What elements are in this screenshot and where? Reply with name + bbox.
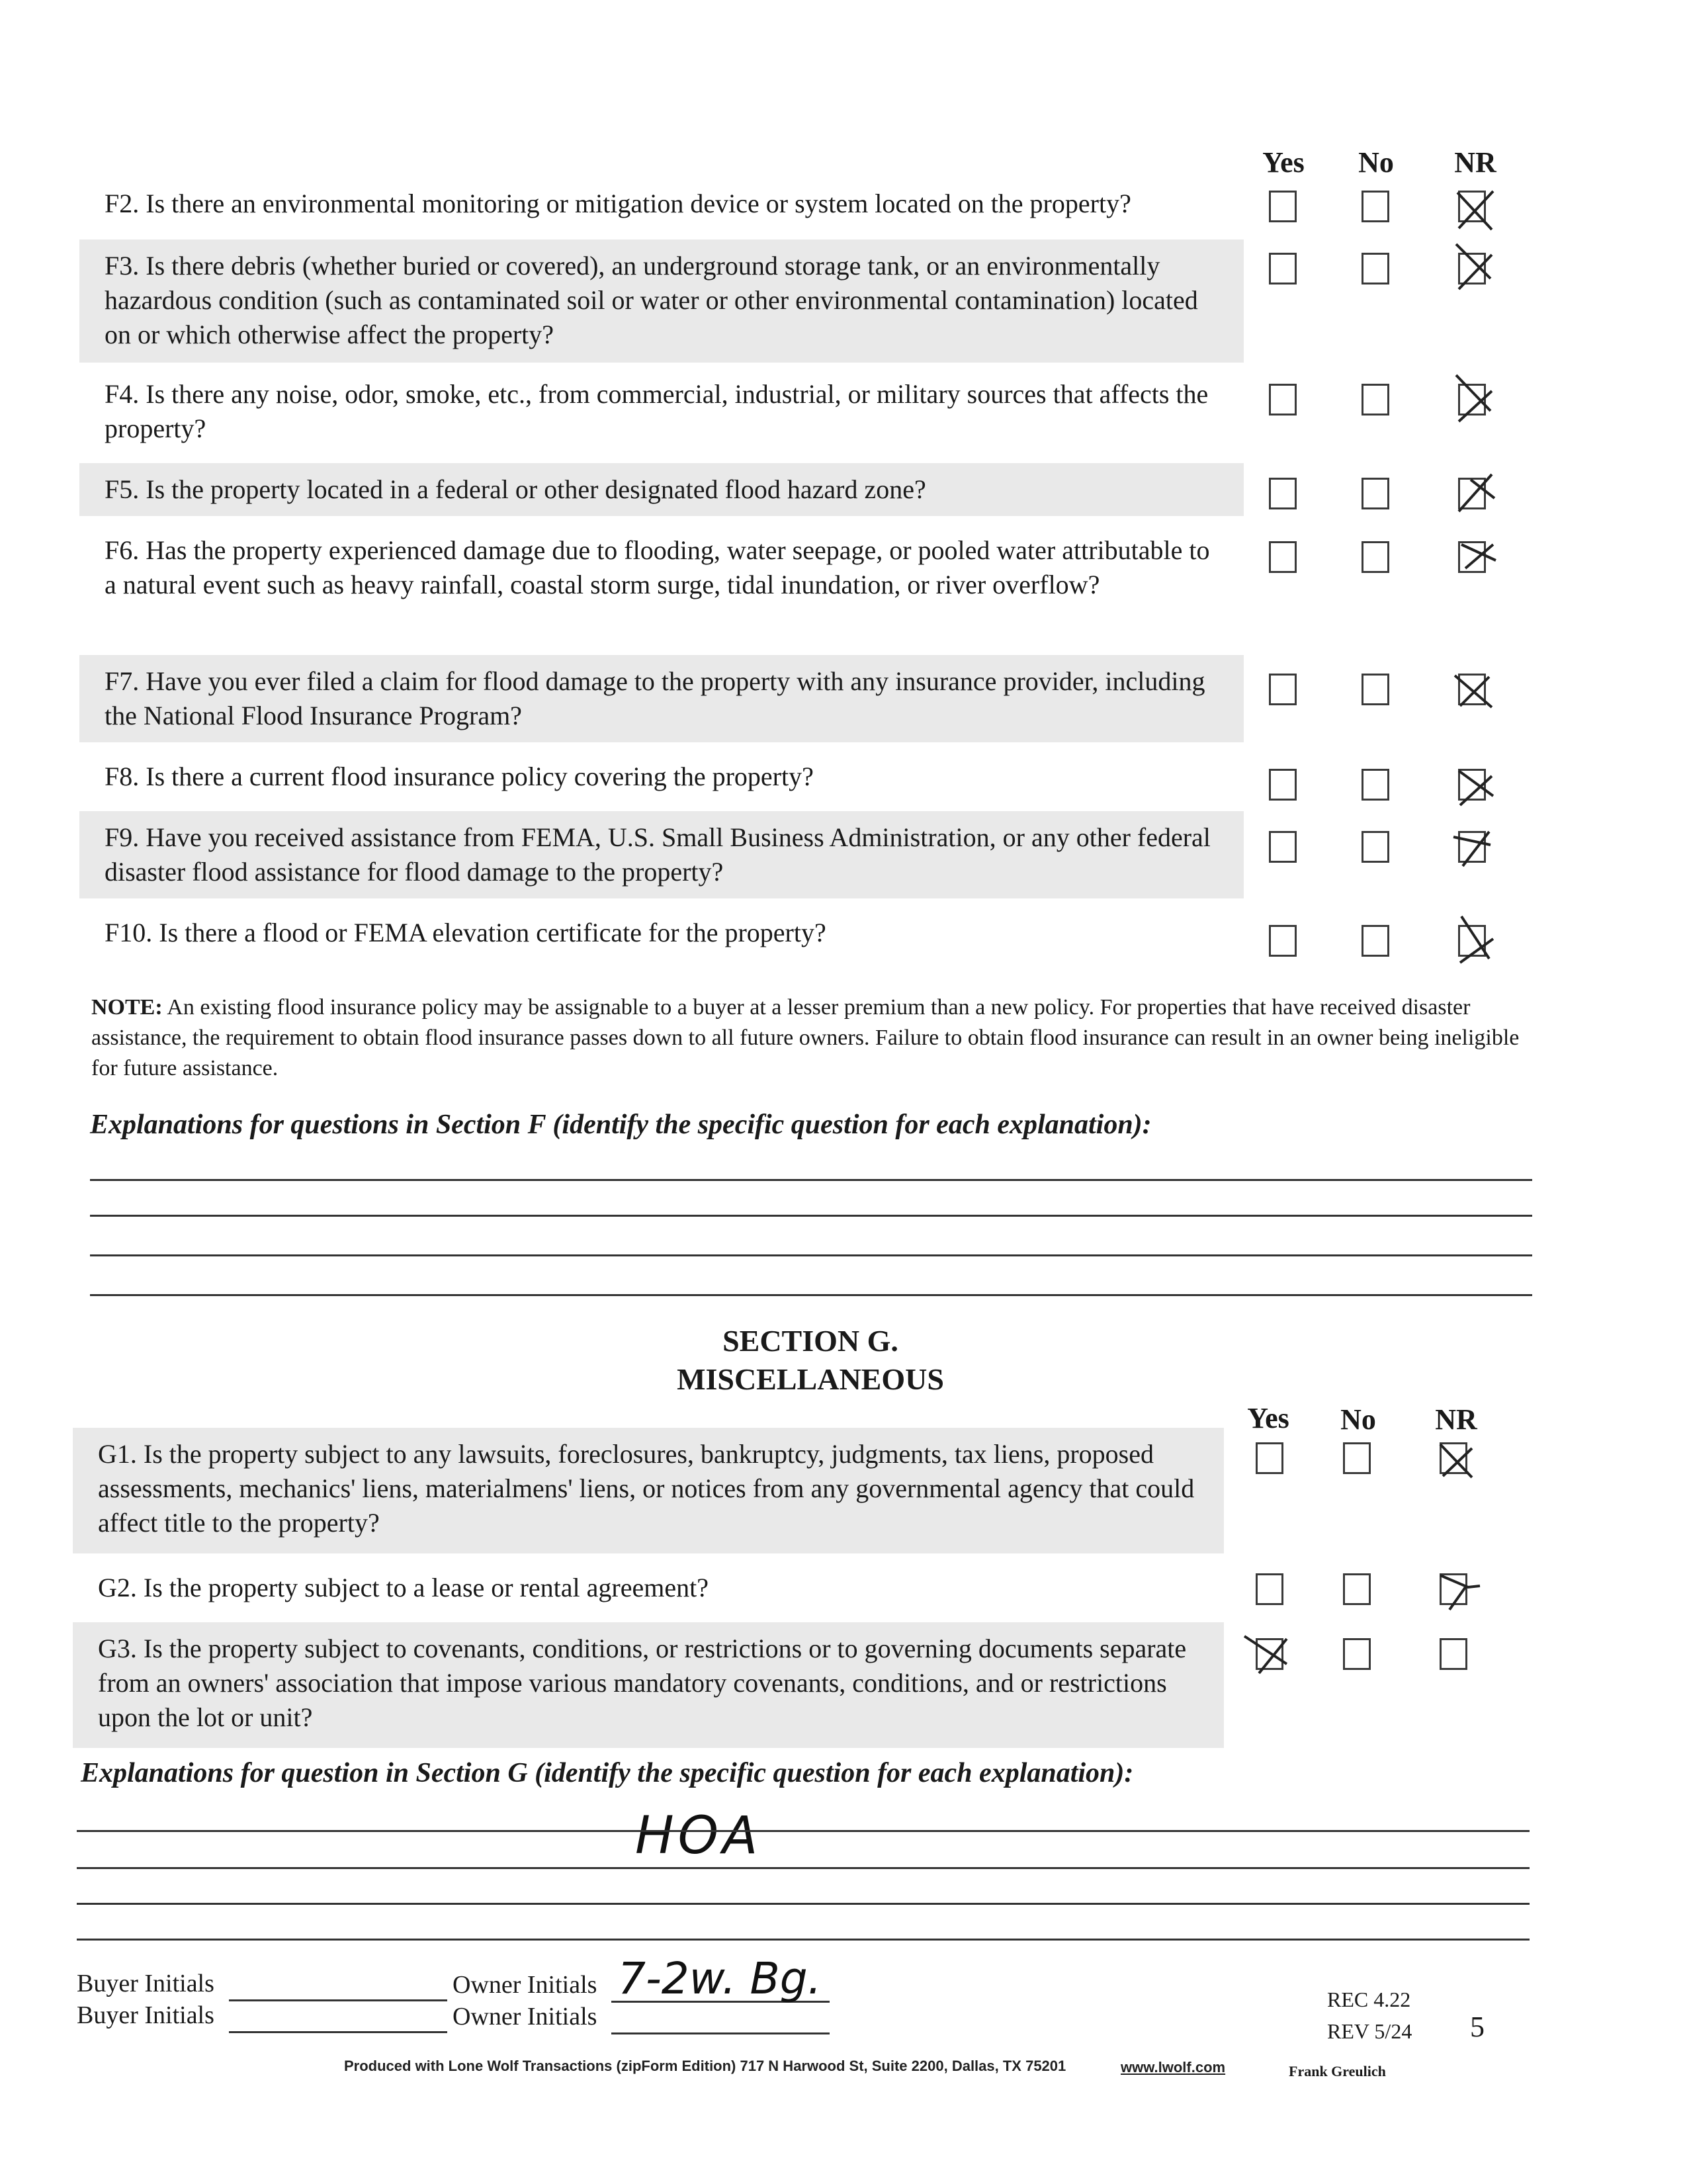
x-mark-icon [1434,1430,1480,1483]
x-mark-icon [1452,465,1498,518]
f3-nr-checkbox[interactable] [1458,253,1486,284]
section-g-explanation-line [77,1830,1530,1832]
f10-no-checkbox[interactable] [1362,925,1389,957]
section-f-explanation-line [90,1254,1532,1256]
question-f9 [79,811,1244,898]
question-f9-text: F9. Have you received assistance from FEMA, U.S. Small Business Administration, or any other federal disaster flood assistance for flood damage to the property? [105,822,1211,887]
question-g3-text: G3. Is the property subject to covenants, conditions, or restrictions or to governing documents separate from an owners' association that impose various mandatory covenants, conditions, and or restrictions upon the lot or unit? [98,1634,1187,1732]
g1-nr-checkbox[interactable] [1440,1442,1467,1474]
section-g-explanation-label: Explanations for question in Section G (identify the specific question for each explanation): [81,1758,1134,1788]
question-f8-text: F8. Is there a current flood insurance policy covering the property? [105,762,814,791]
section-g-explanation-value[interactable]: HOA [635,1806,762,1866]
f10-yes-checkbox[interactable] [1269,925,1297,957]
column-header-nr: NR [1454,146,1496,179]
x-mark-icon [1452,912,1498,965]
question-f8 [79,750,1244,803]
f7-yes-checkbox[interactable] [1269,674,1297,705]
f10-nr-checkbox[interactable] [1458,925,1486,957]
x-mark-icon [1452,178,1498,231]
question-f3-text: F3. Is there debris (whether buried or covered), an underground storage tank, or an environmentally hazardous condition (such as contaminated soil or water or other environmental contamination) located on or which otherwise affect the property? [105,251,1198,349]
section-f-explanation-line [90,1294,1532,1296]
f5-nr-checkbox[interactable] [1458,478,1486,509]
section-g-explanation-line [77,1939,1530,1941]
form-revision: REV 5/24 [1327,2019,1412,2043]
buyer-initials-label: Buyer Initials [77,2001,214,2029]
section-f-explanation-label: Explanations for questions in Section F (identify the specific question for each explanation): [90,1110,1152,1140]
f9-no-checkbox[interactable] [1362,831,1389,863]
question-f6 [79,524,1244,647]
buyer-initials-field[interactable] [229,1999,447,2001]
question-f4-text: F4. Is there any noise, odor, smoke, etc., from commercial, industrial, or military sources that affects the property? [105,379,1209,443]
column-header-no: No [1340,1403,1376,1436]
g3-yes-checkbox[interactable] [1256,1638,1283,1670]
x-mark-icon [1452,756,1498,809]
column-header-yes: Yes [1247,1402,1289,1434]
owner-initials-value: 7-2w. Bg. [618,1953,822,2004]
buyer-initials-field[interactable] [229,2031,447,2033]
question-f10-text: F10. Is there a flood or FEMA elevation certificate for the property? [105,918,826,947]
x-mark-icon [1250,1626,1296,1679]
x-mark-icon [1452,371,1498,424]
f7-nr-checkbox[interactable] [1458,674,1486,705]
f5-no-checkbox[interactable] [1362,478,1389,509]
f4-no-checkbox[interactable] [1362,384,1389,415]
g3-no-checkbox[interactable] [1343,1638,1371,1670]
g3-nr-checkbox[interactable] [1440,1638,1467,1670]
x-mark-icon [1452,818,1498,871]
column-header-yes: Yes [1262,146,1305,179]
question-f3 [79,240,1244,363]
g2-nr-checkbox[interactable] [1440,1573,1467,1605]
page-number: 5 [1470,2011,1485,2043]
owner-initials-label: Owner Initials [453,2003,597,2031]
f6-yes-checkbox[interactable] [1269,541,1297,573]
question-g2-text: G2. Is the property subject to a lease or rental agreement? [98,1573,709,1602]
f2-yes-checkbox[interactable] [1269,191,1297,222]
g2-yes-checkbox[interactable] [1256,1573,1283,1605]
question-f2-text: F2. Is there an environmental monitoring or mitigation device or system located on the property? [105,189,1131,218]
flood-insurance-note [91,992,1540,1084]
f3-no-checkbox[interactable] [1362,253,1389,284]
f6-nr-checkbox[interactable] [1458,541,1486,573]
question-f6-text: F6. Has the property experienced damage due to flooding, water seepage, or pooled water attributable to a natural event such as heavy rainfall, coastal storm surge, tidal inundation, or river overflow? [105,535,1210,599]
owner-initials-field[interactable] [611,2032,830,2034]
x-mark-icon [1452,529,1498,582]
question-g1-text: G1. Is the property subject to any lawsuits, foreclosures, bankruptcy, judgments, tax liens, proposed assessments, mechanics' liens, materialmens' liens, or notices from any governmental agency that could affect title to the property? [98,1439,1195,1538]
section-g-subtitle: MISCELLANEOUS [677,1362,944,1396]
column-header-nr: NR [1435,1403,1477,1436]
f4-yes-checkbox[interactable] [1269,384,1297,415]
g1-yes-checkbox[interactable] [1256,1442,1283,1474]
section-g-title: SECTION G. [722,1324,898,1358]
g2-no-checkbox[interactable] [1343,1573,1371,1605]
question-f7 [79,655,1244,742]
f2-no-checkbox[interactable] [1362,191,1389,222]
question-g3 [73,1622,1224,1748]
question-g1 [73,1428,1224,1553]
f2-nr-checkbox[interactable] [1458,191,1486,222]
f3-yes-checkbox[interactable] [1269,253,1297,284]
f7-no-checkbox[interactable] [1362,674,1389,705]
question-f7-text: F7. Have you ever filed a claim for flood damage to the property with any insurance provider, including the National Flood Insurance Program? [105,666,1205,730]
author-name: Frank Greulich [1289,2063,1386,2079]
buyer-initials-label: Buyer Initials [77,1970,214,1997]
f8-yes-checkbox[interactable] [1269,769,1297,801]
question-f5 [79,463,1244,516]
question-f5-text: F5. Is the property located in a federal or other designated flood hazard zone? [105,474,926,504]
f9-yes-checkbox[interactable] [1269,831,1297,863]
x-mark-icon [1434,1561,1480,1614]
note-label: NOTE: [91,995,163,1020]
f8-nr-checkbox[interactable] [1458,769,1486,801]
website-link[interactable]: www.lwolf.com [1121,2059,1226,2075]
section-f-explanation-line [90,1215,1532,1217]
question-f10 [79,906,1244,959]
owner-initials-label: Owner Initials [453,1971,597,1999]
f5-yes-checkbox[interactable] [1269,478,1297,509]
section-g-explanation-line [77,1867,1530,1869]
g1-no-checkbox[interactable] [1343,1442,1371,1474]
form-code: REC 4.22 [1327,1987,1411,2011]
question-g2 [73,1561,1224,1614]
section-g-explanation-line [77,1903,1530,1905]
question-f2 [79,177,1244,230]
x-mark-icon [1452,240,1498,293]
question-f4 [79,368,1244,454]
f9-nr-checkbox[interactable] [1458,831,1486,863]
section-f-explanation-line [90,1179,1532,1181]
produced-with-line: Produced with Lone Wolf Transactions (zipForm Edition) 717 N Harwood St, Suite 2200, Dallas, TX 75201 [344,2058,1066,2074]
f4-nr-checkbox[interactable] [1458,384,1486,415]
column-header-no: No [1358,146,1394,179]
f8-no-checkbox[interactable] [1362,769,1389,801]
f6-no-checkbox[interactable] [1362,541,1389,573]
x-mark-icon [1452,661,1498,714]
note-text: An existing flood insurance policy may be assignable to a buyer at a lesser premium than a new policy. For properties that have received disaster assistance, the requirement to obtain flood insurance passes down to all future owners. Failure to obtain flood insurance can result in an owner being ineligible for future assistance. [91,995,1520,1080]
